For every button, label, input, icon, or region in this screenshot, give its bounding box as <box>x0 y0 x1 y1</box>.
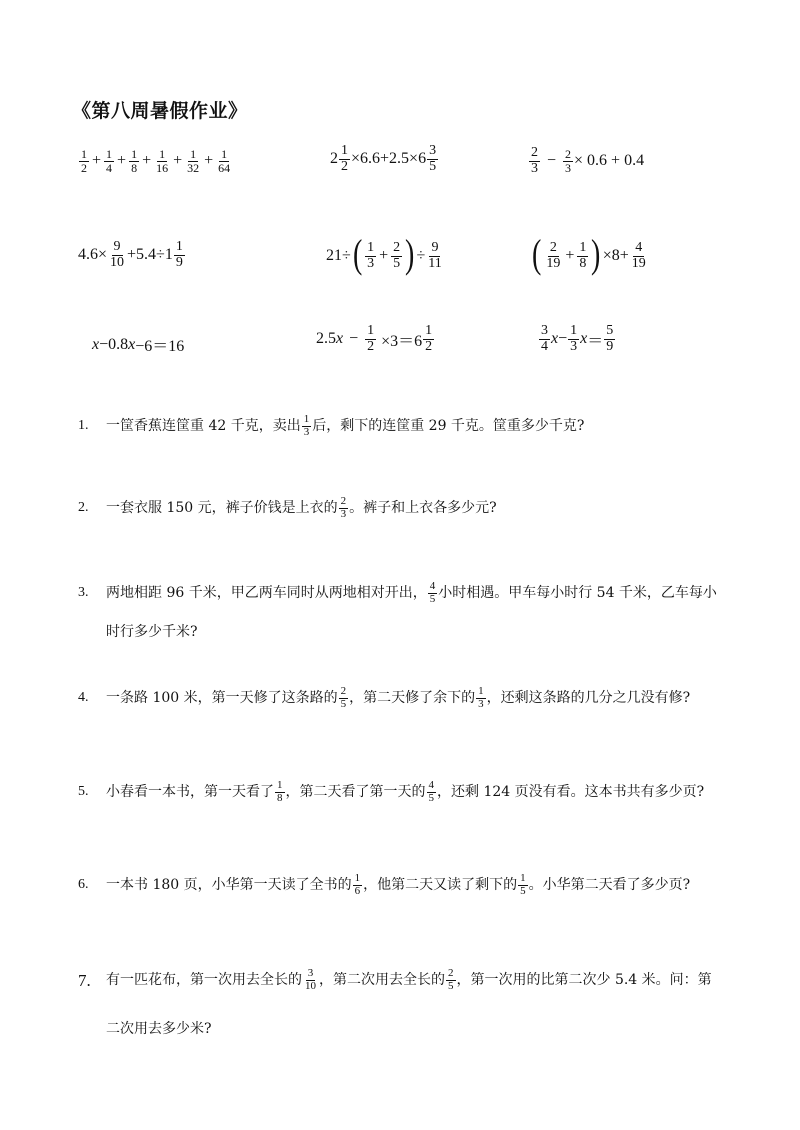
problem-3: 3. 两地相距 96 千米，甲乙两车同时从两地相对开出， $\frac{4}{5}$ 小时相遇。甲车每小时行 54 千米，乙车每小 时行多少千米? <box>78 580 717 641</box>
problem-6: 6. 一本书 180 页，小华第一天读了全书的 $\frac{1}{6}$ ，他第二天又读了剩下的 $\frac{1}{5}$ 。小华第二天看了多少页? <box>78 872 691 897</box>
problem-1: 1. 一筐香蕉连筐重 42 千克，卖出 $\frac{1}{3}$ 后，剩下的连筐重 29 千克。筐重多少千克? <box>78 413 585 438</box>
calc-6: ( $\frac{2}{19}$ + $\frac{1}{8}$ ) ×8+ $\frac{4}{19}$ <box>531 231 646 276</box>
calc-2: 2 $\frac{1}{2}$ ×6.6+2.5×6 $\frac{3}{5}$ <box>330 143 437 174</box>
calc-3: $\frac{2}{3}$ − $\frac{2}{3}$ × 0.6 + 0.4 <box>531 145 645 176</box>
equation-2: 2.5 x − $\frac{1}{2}$ ×3＝6 $\frac{1}{2}$ <box>316 323 433 354</box>
problem-2: 2. 一套衣服 150 元，裤子价钱是上衣的 $\frac{2}{3}$ 。裤子和上衣各多少元? <box>78 495 497 520</box>
problem-7: 7. 有一匹花布，第一次用去全长的 $\frac{3}{10}$ ，第二次用去全长的 $\frac{2}{5}$ ，第一次用的比第二次少 5.4 米。问：第 二次用去多少米? <box>78 967 712 1038</box>
calc-4: 4.6× $\frac{9}{10}$ +5.4÷1 $\frac{1}{9}$ <box>78 239 183 270</box>
equation-3: $\frac{3}{4}$ x − $\frac{1}{3}$ x ＝ $\frac{5}{9}$ <box>541 323 614 354</box>
calc-1: $\frac{1}{2}$ + $\frac{1}{4}$ + $\frac{1}{8}$ + $\frac{1}{16}$ + $\frac{1}{32}$ + $\frac{1}{64}$ <box>81 147 231 175</box>
problem-4: 4. 一条路 100 米，第一天修了这条路的 $\frac{2}{5}$ ，第二天修了余下的 $\frac{1}{3}$ ，还剩这条路的几分之几没有修? <box>78 685 691 710</box>
page-title: 《第八周暑假作业》 <box>72 100 248 122</box>
calc-5: 21÷ ( $\frac{1}{3}$ + $\frac{2}{5}$ ) ÷ $\frac{9}{11}$ <box>326 231 442 276</box>
problem-5: 5. 小春看一本书，第一天看了 $\frac{1}{8}$ ，第二天看了第一天的 $\frac{4}{5}$ ，还剩 124 页没有看。这本书共有多少页? <box>78 779 705 804</box>
equation-1: x −0.8 x −6＝16 <box>92 335 185 355</box>
